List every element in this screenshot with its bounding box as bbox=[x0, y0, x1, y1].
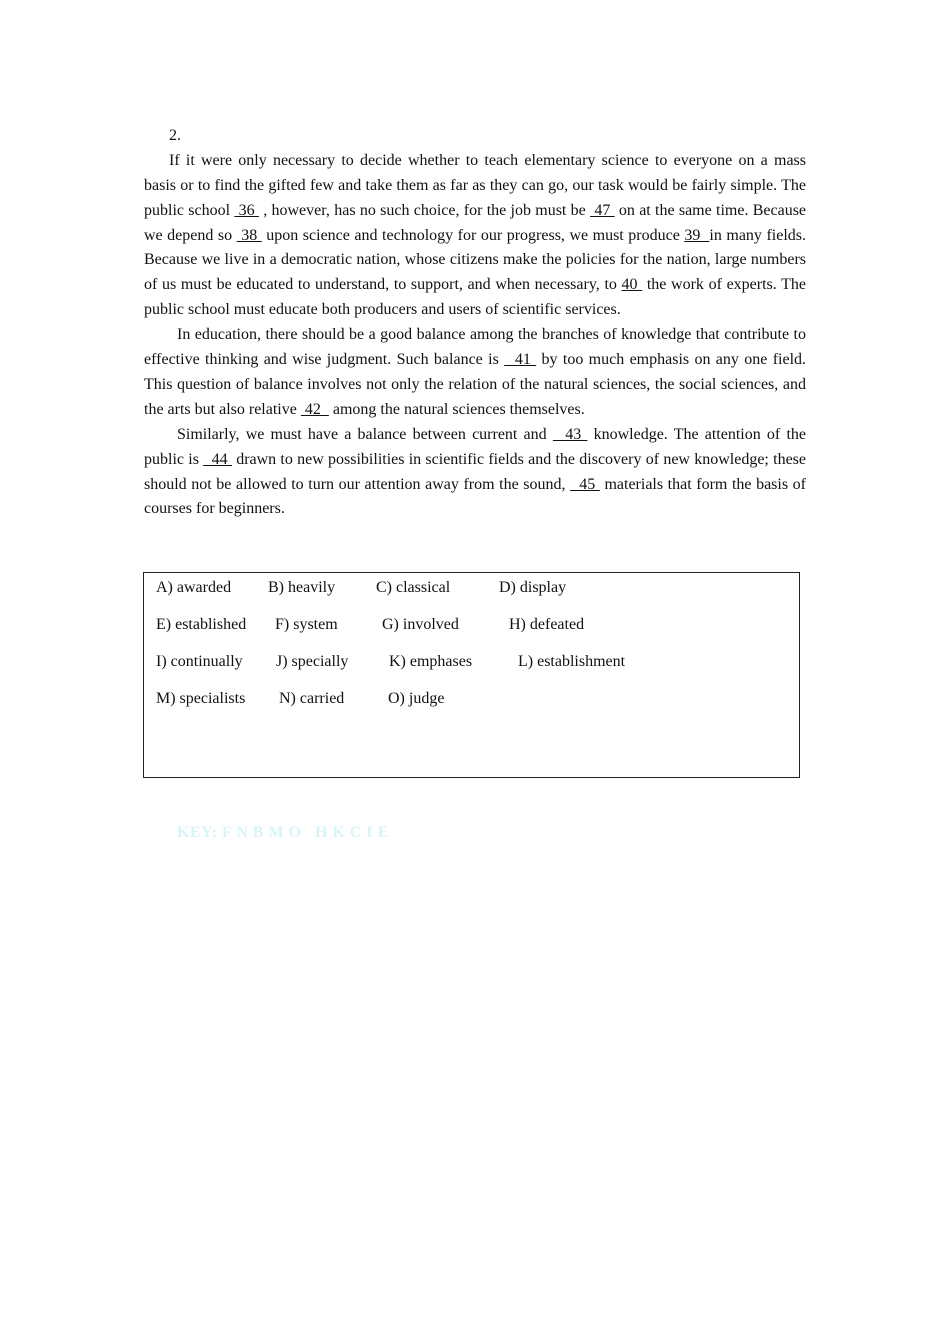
paragraph-1 bbox=[144, 149, 806, 323]
word-option-b: B) heavily bbox=[268, 579, 336, 596]
passage-text: In education, there should be a good balance among the branches of knowledge that contribute to effective thinking and wise judgment. Such balance is bbox=[144, 326, 806, 369]
word-option-j: J) specially bbox=[276, 653, 349, 670]
passage-text: the work of experts. The public school must educate both producers and users of scientific services. bbox=[144, 276, 807, 319]
blank-36: 36 bbox=[234, 201, 259, 219]
paragraph-2 bbox=[144, 323, 806, 423]
word-bank-box bbox=[143, 572, 800, 778]
passage-text: , however, has no such choice, for the job must be bbox=[258, 201, 591, 219]
blank-44: 44 bbox=[203, 450, 232, 468]
word-option-g: G) involved bbox=[382, 616, 459, 633]
passage-text: on at the same time. Because we depend so bbox=[144, 201, 807, 244]
word-option-o: O) judge bbox=[388, 690, 445, 707]
blank-47: 47 bbox=[590, 201, 615, 219]
passage-text: knowledge. The attention of the public is bbox=[144, 425, 806, 468]
passage-text: among the natural sciences themselves. bbox=[328, 400, 585, 418]
passage-text: in many fields. Because we live in a democratic nation, whose citizens make the policies for the nation, large numbers of us must be educated to understand, to support, and when necessary, to bbox=[144, 226, 807, 294]
word-option-a: A) awarded bbox=[156, 579, 232, 596]
question-number: 2. bbox=[169, 127, 181, 144]
word-option-l: L) establishment bbox=[518, 653, 626, 670]
answer-key: KEY: F N B M O H K C I E bbox=[177, 824, 389, 841]
word-option-e: E) established bbox=[156, 616, 247, 633]
word-option-c: C) classical bbox=[376, 579, 451, 596]
passage-text: materials that form the basis of courses for beginners. bbox=[144, 475, 807, 518]
blank-39: 39 bbox=[684, 226, 710, 244]
word-option-f: F) system bbox=[275, 616, 338, 633]
word-option-k: K) emphases bbox=[389, 653, 473, 670]
passage-text: drawn to new possibilities in scientific fields and the discovery of new knowledge; these should not be allowed to turn our attention away from the sound, bbox=[144, 450, 807, 493]
passage-text: by too much emphasis on any one field. This question of balance involves not only the relation of the natural sciences, the social sciences, and the arts but also relative bbox=[144, 351, 807, 418]
word-option-h: H) defeated bbox=[509, 616, 585, 633]
blank-42: 42 bbox=[300, 400, 329, 418]
blank-40: 40 bbox=[621, 276, 643, 294]
word-option-i: I) continually bbox=[156, 653, 243, 670]
passage-text: If it were only necessary to decide whether to teach elementary science to everyone on a mass basis or to find the gifted few and take them as far as they can go, our task would be fairly simple. The public school bbox=[144, 151, 806, 219]
word-option-d: D) display bbox=[499, 579, 567, 596]
passage-text: Similarly, we must have a balance between current and bbox=[177, 425, 553, 443]
word-option-n: N) carried bbox=[279, 690, 345, 707]
paragraph-3 bbox=[144, 423, 806, 523]
blank-41: 41 bbox=[504, 351, 537, 369]
word-option-m: M) specialists bbox=[156, 690, 246, 707]
blank-43: 43 bbox=[552, 425, 588, 443]
blank-45: 45 bbox=[570, 475, 600, 493]
blank-38: 38 bbox=[236, 226, 262, 244]
passage-text: upon science and technology for our progress, we must produce bbox=[261, 226, 685, 244]
document-body bbox=[144, 124, 806, 522]
